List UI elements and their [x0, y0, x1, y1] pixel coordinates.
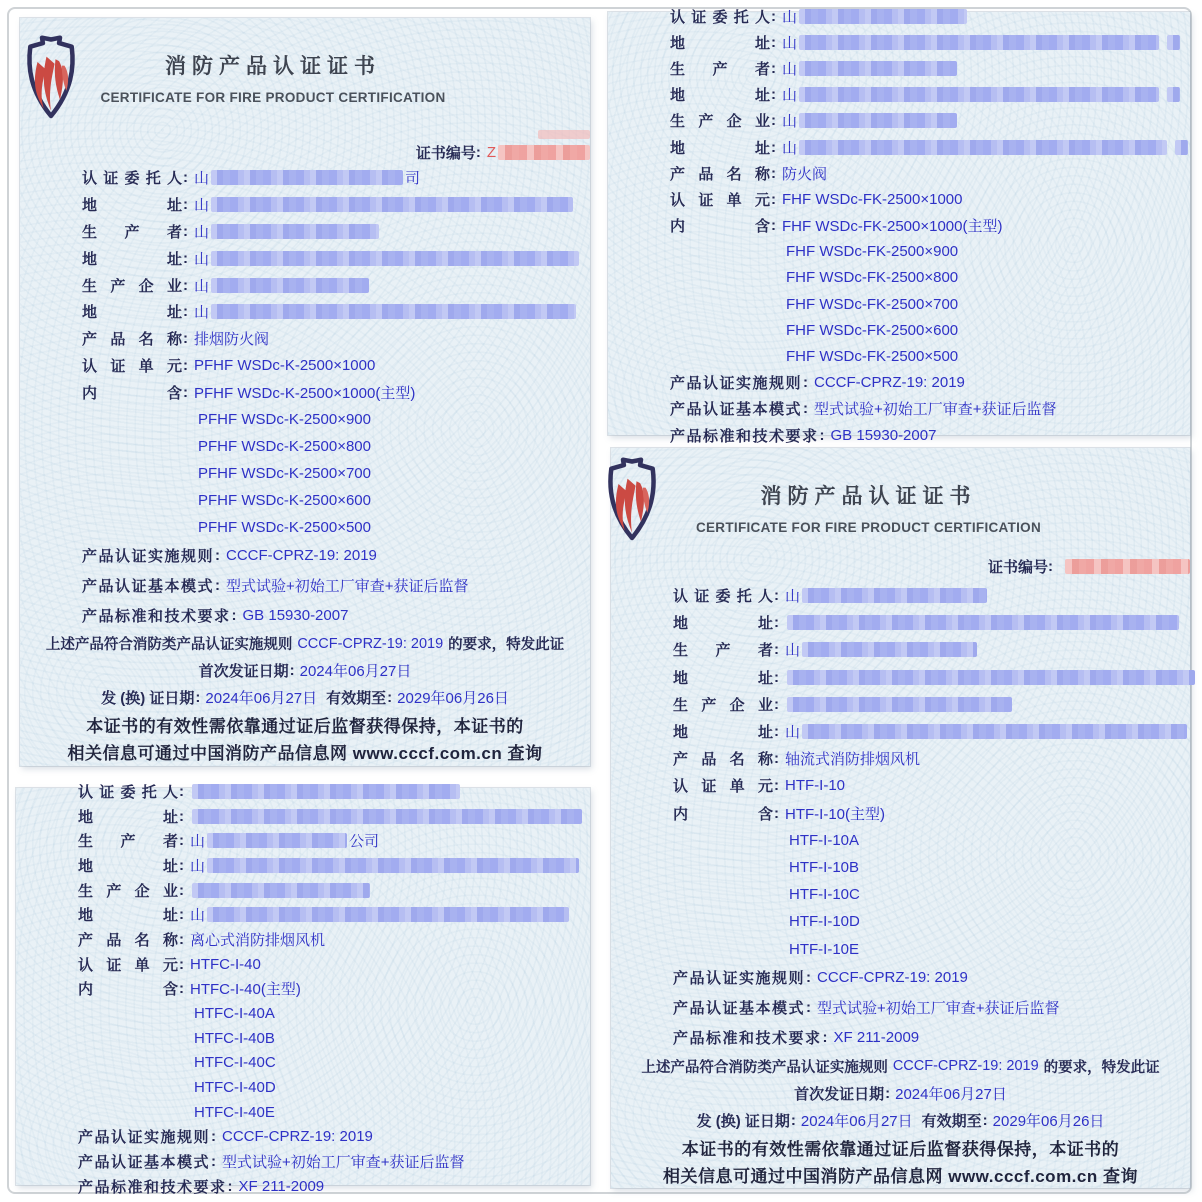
row-manufacturer: 生产企业 : 山	[670, 108, 1176, 134]
row-impl-rule: 产品认证实施规则 : CCCF-CPRZ-19: 2019	[673, 969, 968, 988]
redaction-bar-blue	[211, 224, 379, 239]
certificate-title-en: CERTIFICATE FOR FIRE PRODUCT CERTIFICATION	[695, 520, 1042, 535]
row-producer: 生产者 : 山	[82, 218, 576, 245]
row-model: PFHF WSDc-K-2500×600	[198, 491, 371, 509]
certificate-number-row: 证书编号 : Z	[416, 142, 590, 163]
row-model: PFHF WSDc-K-2500×800	[198, 437, 371, 455]
row-producer: 生产者 : 山	[673, 636, 1176, 663]
row-applicant: 认证委托人 : 山	[673, 582, 1176, 609]
row-address-3: 地址 : 山	[670, 134, 1176, 160]
row-model: PFHF WSDc-K-2500×700	[198, 464, 371, 482]
row-address-1: 地址 :	[78, 804, 576, 829]
row-producer: 生产者 : 山 公司	[78, 832, 380, 851]
redaction-bar-red	[498, 145, 590, 160]
cert-no-label: 证书编号	[415, 145, 476, 162]
row-model: HTF-I-10E	[789, 940, 860, 958]
redaction-bar-blue	[799, 9, 967, 24]
certificate-panel-top-left	[20, 18, 590, 766]
row-address-3: 地址 : 山	[78, 902, 576, 927]
row-model: FHF WSDc-FK-2500×900	[786, 243, 959, 261]
row-manufacturer: 生产企业 : 山	[82, 272, 576, 299]
redaction-bar-blue	[211, 197, 573, 212]
row-model: HTFC-I-40B	[194, 1029, 275, 1047]
redaction-bar-blue	[211, 170, 403, 185]
row-model: HTFC-I-40C	[194, 1054, 276, 1072]
row-address-1: 地址 : 山	[82, 191, 576, 218]
row-standard: 产品标准和技术要求 : XF 211-2009	[78, 1177, 325, 1196]
redaction-bar-blue	[192, 883, 370, 898]
row-impl-rule: 产品认证实施规则 : CCCF-CPRZ-19: 2019	[78, 1128, 373, 1147]
row-address-2: 地址 : 山	[78, 853, 576, 878]
redaction-bar-blue	[192, 784, 460, 799]
row-address-2: 地址 :	[673, 664, 1176, 691]
row-model: PFHF WSDc-K-2500×900	[198, 410, 371, 428]
certificate-title-en: CERTIFICATE FOR FIRE PRODUCT CERTIFICATION	[100, 90, 446, 105]
row-impl-rule: 产品认证实施规则 : CCCF-CPRZ-19: 2019	[82, 546, 377, 565]
redaction-bar-blue	[799, 35, 1159, 50]
row-model: HTFC-I-40D	[194, 1079, 276, 1097]
certificate-number-row: 证书编号 :	[988, 556, 1190, 577]
row-contains: 内含 : HTF-I-10(主型)	[673, 804, 885, 823]
row-reissue: 发 (换) 证日期 : 2024年06月27日 有效期至 : 2029年06月26日	[696, 1112, 1105, 1131]
cert-no-visible-char: Z	[486, 144, 496, 161]
redaction-bar-blue	[802, 724, 1187, 739]
row-reissue: 发 (换) 证日期 : 2024年06月27日 有效期至 : 2029年06月26日	[101, 689, 509, 708]
row-basic-mode: 产品认证基本模式 : 型式试验+初始工厂审查+获证后监督	[673, 999, 1060, 1018]
row-first-issue: 首次发证日期 : 2024年06月27日	[794, 1084, 1007, 1103]
redaction-bar-blue	[207, 858, 579, 873]
redaction-bar-blue	[787, 697, 1012, 712]
row-product-name: 产品名称 : 离心式消防排烟风机	[78, 930, 326, 949]
certificate-title-cn: 消防产品认证证书	[165, 55, 381, 78]
certificate-fields	[20, 164, 590, 765]
certificate-header	[0, 50, 558, 105]
row-model: FHF WSDc-FK-2500×700	[786, 295, 959, 313]
row-cert-unit: 认证单元 : HTFC-I-40	[78, 955, 261, 974]
row-address-1: 地址 : 山	[670, 29, 1176, 55]
redaction-bar-blue	[802, 588, 987, 603]
row-footer-2: 相关信息可通过中国消防产品信息网 www.cccf.com.cn 查询	[67, 743, 543, 763]
cert-no-label: 证书编号	[987, 559, 1048, 576]
row-manufacturer: 生产企业 :	[673, 691, 1176, 718]
redaction-bar-blue	[1175, 140, 1188, 155]
row-product-name: 产品名称 : 轴流式消防排烟风机	[673, 750, 921, 769]
row-manufacturer: 生产企业 :	[78, 878, 576, 903]
row-footer-1: 本证书的有效性需依靠通过证后监督获得保持，本证书的	[86, 717, 524, 737]
certificate-panel-bottom-right	[611, 448, 1190, 1188]
row-standard: 产品标准和技术要求 : GB 15930-2007	[82, 606, 349, 625]
redaction-bar-blue	[1167, 35, 1180, 50]
row-contains: 内含 : HTFC-I-40(主型)	[78, 980, 301, 999]
row-cert-unit: 认证单元 : HTF-I-10	[673, 777, 845, 796]
row-basic-mode: 产品认证基本模式 : 型式试验+初始工厂审查+获证后监督	[78, 1153, 465, 1172]
row-model: FHF WSDc-FK-2500×800	[786, 269, 959, 287]
redaction-bar-blue	[802, 642, 977, 657]
row-contains: 内含 : PFHF WSDc-K-2500×1000(主型)	[82, 384, 416, 403]
row-producer: 生产者 : 山	[670, 55, 1176, 81]
redaction-fragment-red	[538, 130, 590, 139]
row-model: FHF WSDc-FK-2500×600	[786, 321, 959, 339]
row-statement: 上述产品符合消防类产品认证实施规则 CCCF-CPRZ-19: 2019 的要求，特发此证	[45, 635, 565, 654]
row-footer-2: 相关信息可通过中国消防产品信息网 www.cccf.com.cn 查询	[663, 1167, 1138, 1187]
row-model: HTF-I-10C	[789, 886, 860, 904]
row-footer-1: 本证书的有效性需依靠通过证后监督获得保持，本证书的	[681, 1140, 1120, 1160]
row-basic-mode: 产品认证基本模式 : 型式试验+初始工厂审查+获证后监督	[82, 576, 469, 595]
row-standard: 产品标准和技术要求 : GB 15930-2007	[670, 426, 937, 445]
row-address-2: 地址 : 山	[82, 245, 576, 272]
row-address-2: 地址 : 山	[670, 82, 1176, 108]
redaction-bar-blue	[211, 251, 579, 266]
row-model: PFHF WSDc-K-2500×500	[198, 518, 371, 536]
certificate-panel-bottom-left	[16, 782, 590, 1196]
redaction-bar-red	[1065, 559, 1190, 574]
certificate-fields	[611, 582, 1190, 1189]
row-basic-mode: 产品认证基本模式 : 型式试验+初始工厂审查+获证后监督	[670, 400, 1057, 419]
certificate-header	[579, 480, 1158, 535]
row-cert-unit: 认证单元 : FHF WSDc-FK-2500×1000	[670, 190, 963, 209]
redaction-bar-blue	[787, 670, 1195, 685]
row-address-3: 地址 : 山	[673, 718, 1176, 745]
certificate-title-cn: 消防产品认证证书	[760, 485, 977, 508]
row-statement: 上述产品符合消防类产品认证实施规则 CCCF-CPRZ-19: 2019 的要求，特发此证	[641, 1058, 1160, 1076]
row-applicant: 认证委托人 : 山 司	[82, 168, 421, 187]
row-standard: 产品标准和技术要求 : XF 211-2009	[673, 1029, 920, 1048]
redaction-bar-blue	[787, 615, 1179, 630]
redaction-bar-blue	[799, 87, 1159, 102]
row-applicant: 认证委托人 : 山	[670, 3, 1176, 29]
row-address-3: 地址 : 山	[82, 298, 576, 325]
row-contains: 内含 : FHF WSDc-FK-2500×1000(主型)	[670, 217, 1003, 236]
row-first-issue: 首次发证日期 : 2024年06月27日	[198, 662, 412, 681]
row-model: HTF-I-10B	[789, 858, 860, 876]
row-applicant: 认证委托人 :	[78, 779, 576, 804]
redaction-bar-blue	[207, 833, 347, 848]
redaction-bar-blue	[192, 809, 582, 824]
row-model: HTF-I-10D	[789, 913, 860, 931]
certificate-fields	[608, 3, 1190, 448]
redaction-bar-blue	[211, 304, 576, 319]
row-model: HTFC-I-40E	[194, 1103, 275, 1121]
redaction-bar-blue	[799, 140, 1167, 155]
row-model: HTF-I-10A	[789, 831, 860, 849]
row-cert-unit: 认证单元 : PFHF WSDc-K-2500×1000	[82, 357, 376, 376]
row-model: HTFC-I-40A	[194, 1005, 275, 1023]
row-impl-rule: 产品认证实施规则 : CCCF-CPRZ-19: 2019	[670, 374, 965, 393]
row-model: FHF WSDc-FK-2500×500	[786, 348, 959, 366]
redaction-bar-blue	[207, 907, 569, 922]
redaction-bar-blue	[799, 61, 957, 76]
row-address-1: 地址 :	[673, 609, 1176, 636]
certificate-panel-top-right	[608, 7, 1190, 445]
row-product-name: 产品名称 : 防火阀	[670, 164, 828, 183]
redaction-bar-blue	[1167, 87, 1180, 102]
redaction-bar-blue	[799, 113, 957, 128]
certificate-fields	[16, 779, 590, 1199]
row-product-name: 产品名称 : 排烟防火阀	[82, 330, 270, 349]
redaction-bar-blue	[211, 278, 369, 293]
